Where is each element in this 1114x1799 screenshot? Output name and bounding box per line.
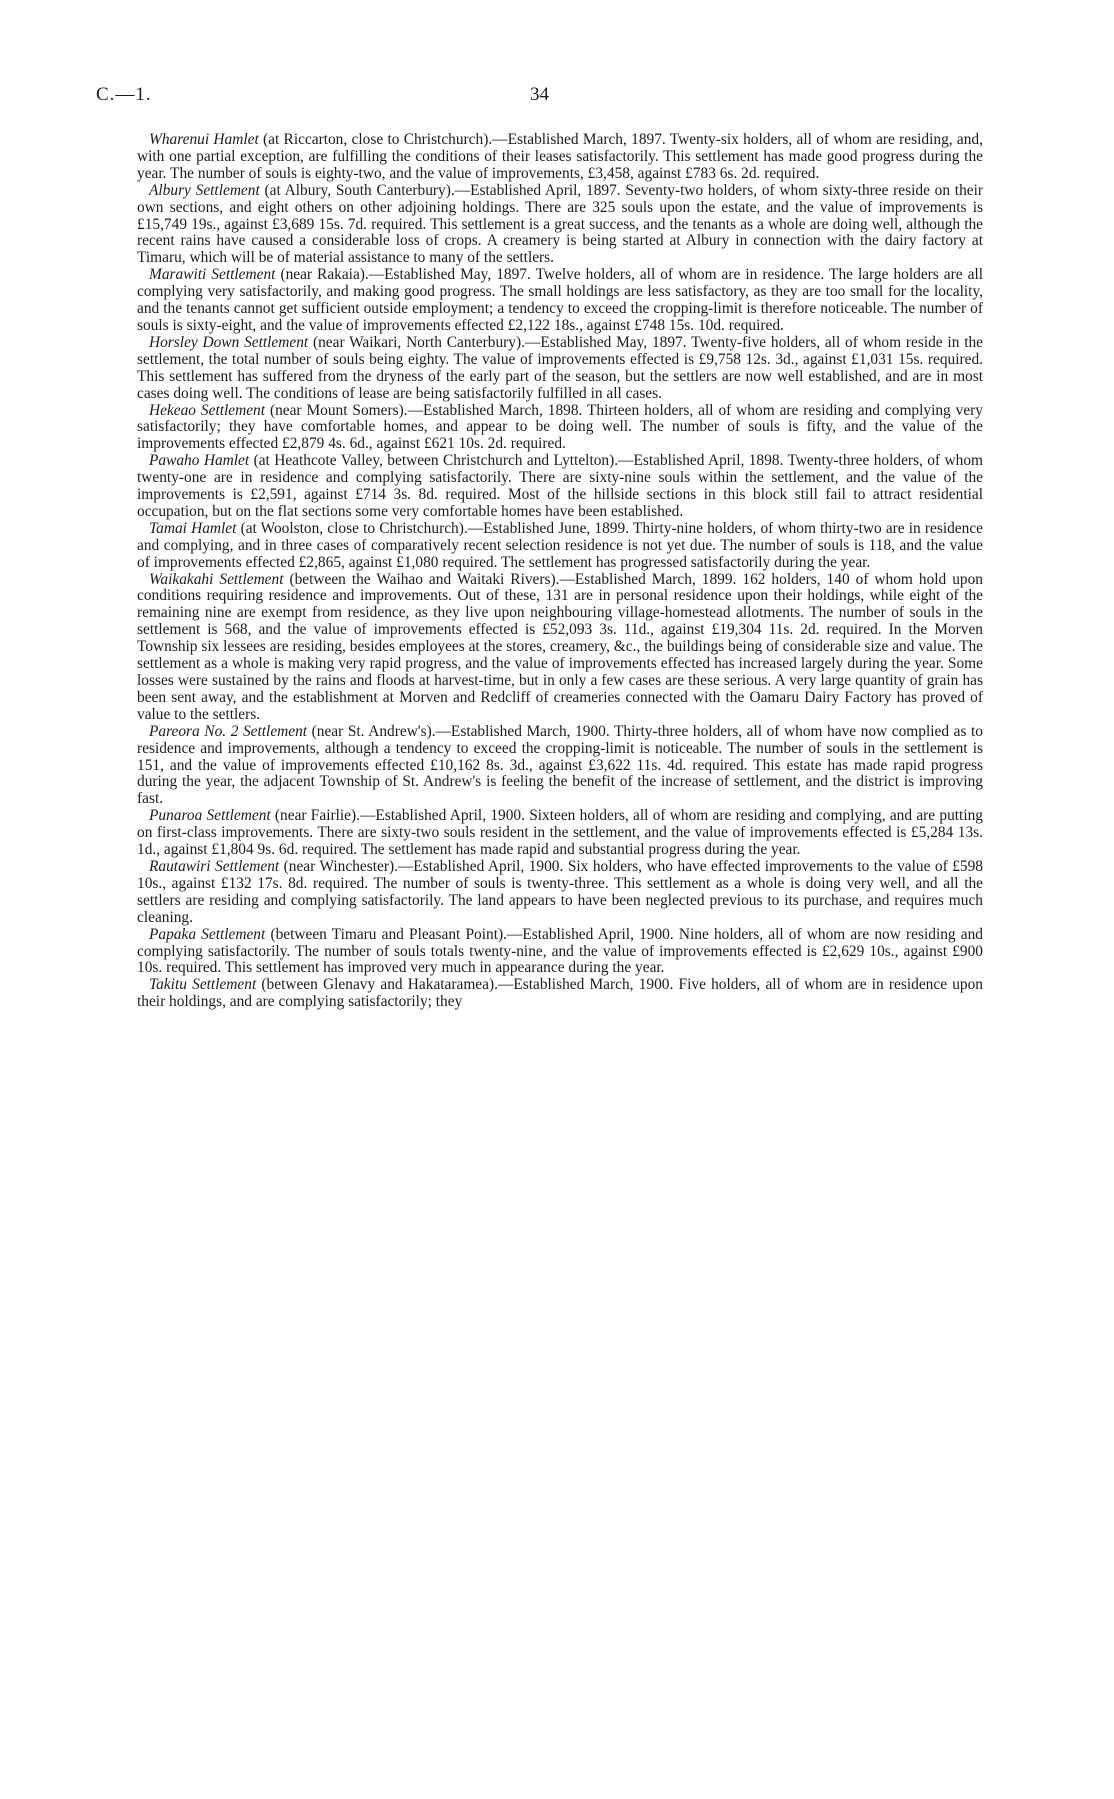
- settlement-paragraph: [137, 453, 983, 521]
- settlement-paragraph: [137, 977, 983, 1011]
- page-reference: C.—1.: [96, 84, 152, 105]
- settlement-paragraph: [137, 724, 983, 809]
- settlement-name: Pawaho Hamlet: [149, 452, 250, 470]
- settlement-paragraph: [137, 132, 983, 183]
- settlement-paragraph: [137, 403, 983, 454]
- settlement-text: (between Timaru and Pleasant Point).—Established April, 1900. Nine holders, all of whom are now residing and complying satisfactorily. The number of souls totals twenty-nine, and the value of improvements effected is £2,629 10s., against £900 10s. required. This settlement has improved very much in appearance during the year.: [137, 925, 983, 977]
- settlement-paragraph: [137, 808, 983, 859]
- settlement-text: (near Waikari, North Canterbury).—Established May, 1897. Twenty-five holders, all of whom reside in the settlement, the total number of souls being eighty. The value of improvements effected is £9,758 12s. 3d., against £1,031 15s. required. This settlement has suffered from the dryness of the early part of the season, but the settlers are now well established, and are in most cases doing well. The conditions of lease are being satisfactorily fulfilled in all cases.: [137, 333, 984, 402]
- settlement-name: Hekeao Settlement: [149, 401, 266, 419]
- settlement-paragraph: [137, 521, 983, 572]
- settlement-name: Waikakahi Settlement: [149, 570, 284, 588]
- settlement-paragraph: [137, 859, 983, 927]
- settlement-paragraph: [137, 267, 983, 335]
- settlement-text: (near Mount Somers).—Established March, 1898. Thirteen holders, all of whom are residing and complying very satisfactorily; they have comfortable homes, and appear to be doing well. The number of souls is fifty, and the value of the improvements effected £2,879 4s. 6d., against £621 10s. 2d. required.: [137, 401, 984, 453]
- settlement-name: Albury Settlement: [149, 181, 260, 199]
- settlement-name: Tamai Hamlet: [149, 519, 237, 537]
- settlement-paragraph: [137, 572, 983, 724]
- report-body: [137, 132, 983, 1011]
- settlement-paragraph: [137, 183, 983, 268]
- settlement-name: Horsley Down Settlement: [149, 333, 309, 351]
- settlement-paragraph: [137, 927, 983, 978]
- settlement-name: Rautawiri Settlement: [149, 857, 280, 875]
- settlement-name: Punaroa Settlement: [149, 807, 271, 825]
- settlement-name: Takitu Settlement: [149, 976, 257, 994]
- settlement-text: (at Heathcote Valley, between Christchurch and Lyttelton).—Established April, 1898. Twenty-three holders, of whom twenty-one are in residence and complying satisfactorily. There are sixty-nine souls within the settlement, and the value of the improvements is £2,591, against £714 3s. 8d. required. Most of the hillside sections in this block still fail to attract residential occupation, but on the flat sections some very comfortable homes have been established.: [137, 452, 983, 520]
- settlement-text: (between the Waihao and Waitaki Rivers).—Established March, 1899. 162 holders, 140 of whom hold upon conditions requiring residence and improvements. Out of these, 131 are in personal residence upon their holdings, while eight of the remaining nine are exempt from residence, as they live upon neighbouring village-homestead allotments. The number of souls in the settlement is 568, and the value of improvements effected is £52,093 3s. 11d., against £19,304 11s. 2d. required. In the Morven Township six lessees are residing, besides employees at the stores, creamery, &c., the buildings being of considerable size and value. The settlement as a whole is making very rapid progress, and the value of improvements effected has increased largely during the year. Some losses were sustained by the rains and floods at harvest-time, but in only a few cases are these serious. A very large quantity of grain has been sent away, and the establishment at Morven and Redcliff of creameries connected with the Oamaru Dairy Factory has proved of value to the settlers.: [137, 570, 983, 723]
- settlement-name: Wharenui Hamlet: [149, 131, 259, 148]
- settlement-text: (at Albury, South Canterbury).—Established April, 1897. Seventy-two holders, of whom sixty-three reside on their own sections, and eight others on other adjoining holdings. There are 325 souls upon the estate, and the value of improvements is £15,749 19s., against £3,689 15s. 7d. required. This settlement is a great success, and the tenants as a whole are doing well, although the recent rains have caused a considerable loss of crops. A creamery is being started at Albury in connection with the dairy factory at Timaru, which will be of material assistance to many of the settlers.: [137, 181, 984, 267]
- settlement-paragraph: [137, 335, 983, 403]
- settlement-name: Pareora No. 2 Settlement: [149, 722, 308, 740]
- settlement-name: Papaka Settlement: [149, 925, 266, 943]
- settlement-text: (at Riccarton, close to Christchurch).—Established March, 1897. Twenty-six holders, all of whom are residing, and, with one partial exception, are fulfilling the conditions of their leases satisfactorily. This settlement has made good progress during the year. The number of souls is eighty-two, and the value of improvements, £3,458, against £783 6s. 2d. required.: [137, 131, 983, 182]
- settlement-text: (between Glenavy and Hakataramea).—Established March, 1900. Five holders, all of whom are in residence upon their holdings, and are complying satisfactorily; they: [137, 976, 984, 1011]
- settlement-text: (near Winchester).—Established April, 1900. Six holders, who have effected improvements to the value of £598 10s., against £132 17s. 8d. required. The number of souls is twenty-three. This settlement as a whole is doing very well, and all the settlers are residing and complying satisfactorily. The land appears to have been neglected previous to its purchase, and requires much cleaning.: [137, 857, 983, 926]
- settlement-name: Marawiti Settlement: [149, 266, 276, 284]
- settlement-text: (near Rakaia).—Established May, 1897. Twelve holders, all of whom are in residence. The large holders are all complying very satisfactorily, and making good progress. The small holdings are less satisfactory, as they are too small for the locality, and the tenants cannot get sufficient outside employment; a tendency to exceed the cropping-limit is therefore noticeable. The number of souls is sixty-eight, and the value of improvements effected £2,122 18s., against £748 15s. 10d. required.: [137, 266, 983, 334]
- settlement-text: (near St. Andrew's).—Established March, 1900. Thirty-three holders, all of whom have now complied as to residence and improvements, although a tendency to exceed the cropping-limit is noticeable. The number of souls in the settlement is 151, and the value of improvements effected £10,162 8s. 3d., against £3,622 11s. 4d. required. This estate has made rapid progress during the year, the adjacent Township of St. Andrew's is feeling the benefit of the increase of settlement, and the district is improving fast.: [137, 722, 983, 808]
- page-number: 34: [530, 84, 549, 105]
- settlement-text: (near Fairlie).—Established April, 1900. Sixteen holders, all of whom are residing and complying, and are putting on first-class improvements. There are sixty-two souls resident in the settlement, and the value of improvements effected is £5,284 13s. 1d., against £1,804 9s. 6d. required. The settlement has made rapid and substantial progress during the year.: [137, 807, 984, 859]
- settlement-text: (at Woolston, close to Christchurch).—Established June, 1899. Thirty-nine holders, of whom thirty-two are in residence and complying, and in three cases of comparatively recent selection residence is not yet due. The number of souls is 118, and the value of improvements effected £2,865, against £1,080 required. The settlement has progressed satisfactorily during the year.: [137, 519, 983, 571]
